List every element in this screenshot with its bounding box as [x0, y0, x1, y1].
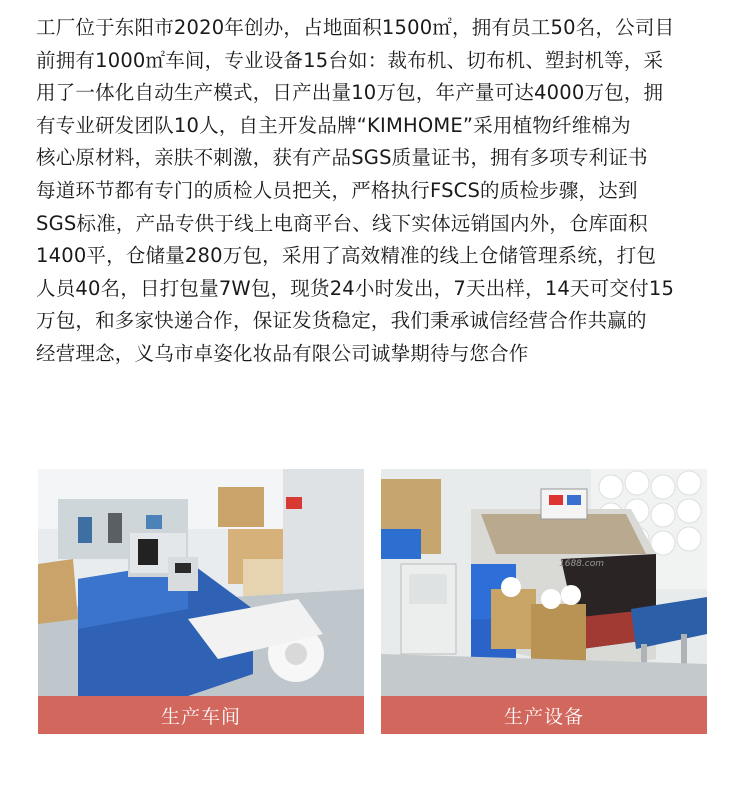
watermark-text: 1688.com: [559, 559, 604, 569]
intro-line: 1400平，仓储量280万包，采用了高效精准的线上仓储管理系统，打包: [36, 244, 657, 268]
intro-line: 每道环节都有专门的质检人员把关，严格执行FSCS的质检步骤，达到: [36, 178, 638, 202]
intro-line: 万包，和多家快递合作，保证发货稳定，我们秉承诚信经营合作共赢的: [36, 309, 647, 333]
intro-line: 人员40名，日打包量7W包，现货24小时发出，7天出样，14天可交付15: [36, 276, 675, 300]
intro-line: 有专业研发团队10人，自主开发品牌“KIMHOME”采用植物纤维棉为: [36, 113, 631, 137]
intro-line: 前拥有1000㎡车间，专业设备15台如：裁布机、切布机、塑封机等，采: [36, 48, 664, 72]
intro-line: 用了一体化自动生产模式，日产出量10万包，年产量可达4000万包，拥: [36, 81, 664, 105]
intro-line: SGS标准，产品专供于线上电商平台、线下实体远销国内外，仓库面积: [36, 211, 648, 235]
workshop-caption: 生产车间: [38, 696, 364, 734]
intro-line: 工厂位于东阳市2020年创办，占地面积1500㎡，拥有员工50名，公司目: [36, 16, 675, 39]
workshop-photo: [38, 469, 364, 696]
workshop-photo-card: [38, 469, 364, 734]
equipment-caption: 生产设备: [381, 696, 707, 734]
intro-line: 经营理念，义乌市卓姿化妆品有限公司诚挚期待与您合作: [36, 341, 529, 365]
equipment-photo: [381, 469, 707, 696]
intro-line: 核心原材料，亲肤不刺激，获有产品SGS质量证书，拥有多项专利证书: [36, 146, 648, 170]
equipment-photo-card: [381, 469, 707, 734]
intro-paragraph: [36, 12, 712, 371]
